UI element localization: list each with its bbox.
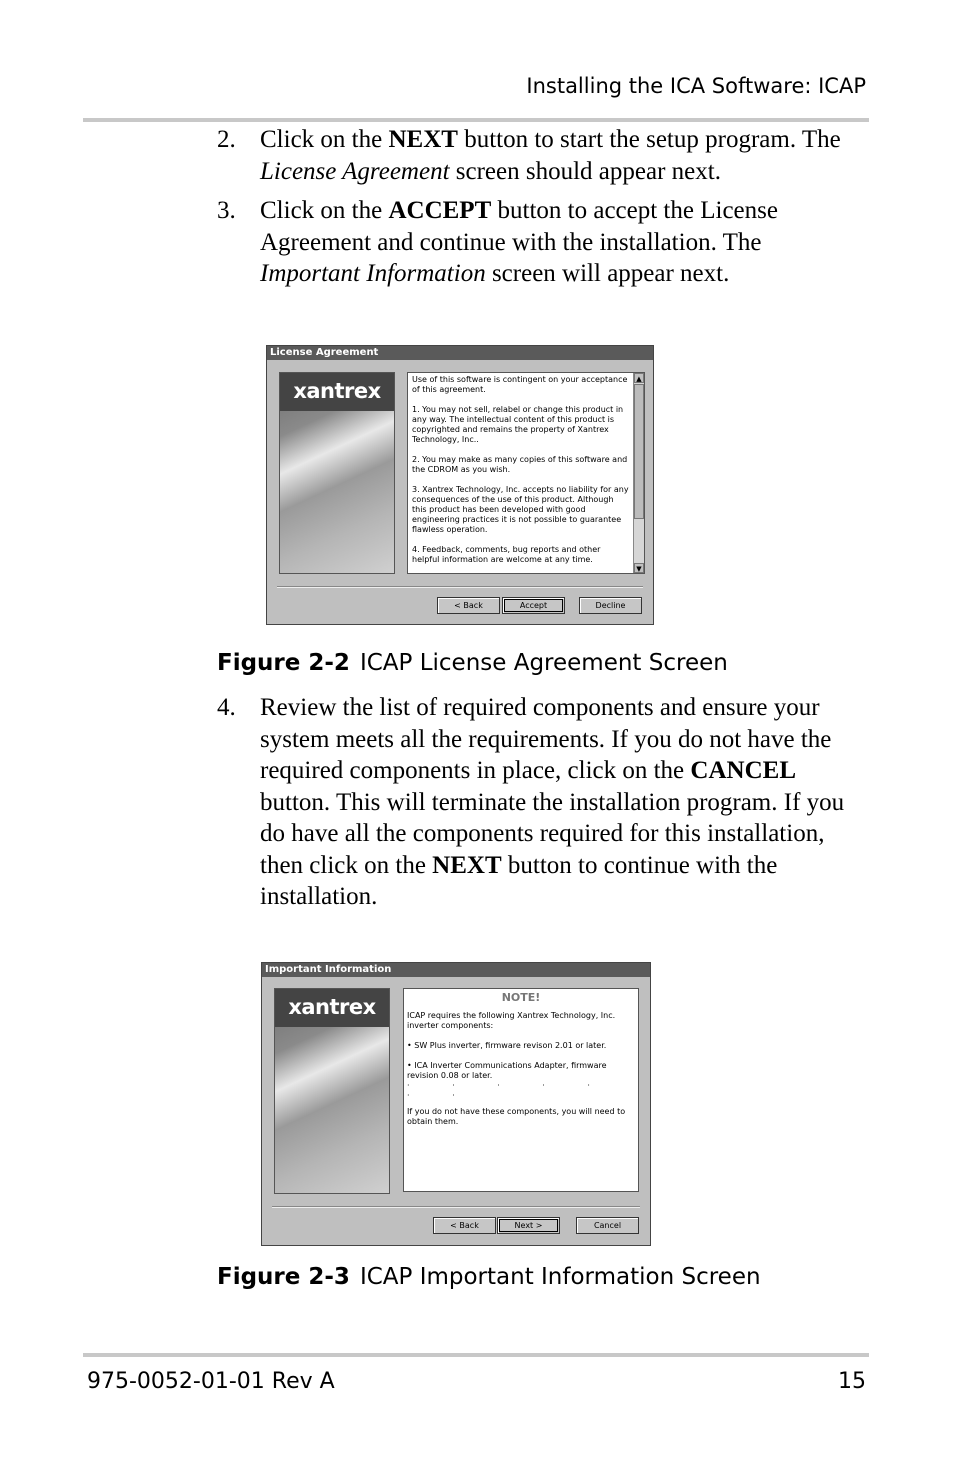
footer-rule <box>83 1353 869 1357</box>
bold-term: NEXT <box>388 126 458 153</box>
step-text <box>260 692 867 913</box>
license-paragraph: Use of this software is contingent on your acceptance of this agreement. <box>412 375 628 394</box>
dialog-title: License Agreement <box>267 346 653 360</box>
italic-term: Important Information <box>260 260 486 287</box>
doc-number: 975-0052-01-01 Rev A <box>87 1369 335 1394</box>
dialog-title: Important Information <box>262 963 650 977</box>
scroll-down-icon[interactable]: ▼ <box>634 563 644 573</box>
back-button[interactable]: < Back <box>433 1217 496 1234</box>
step-number: 2. <box>217 126 236 153</box>
license-text <box>408 373 644 565</box>
back-button[interactable]: < Back <box>437 597 500 614</box>
text-run: Click on the <box>260 126 389 153</box>
license-text-box[interactable] <box>407 372 645 574</box>
license-paragraph: 4. Feedback, comments, bug reports and other helpful information are welcome at any time. <box>412 545 601 564</box>
running-head: Installing the ICA Software: ICAP <box>526 74 866 98</box>
caption-label: Figure 2-2 <box>217 650 350 676</box>
accept-button[interactable]: Accept <box>502 597 565 614</box>
bold-term: ACCEPT <box>388 197 492 224</box>
info-line: If you do not have these components, you will need to obtain them. <box>407 1107 626 1126</box>
license-paragraph: 2. You may make as many copies of this software and the CDROM as you wish. <box>412 455 628 474</box>
text-run: screen should appear next. <box>449 157 721 185</box>
scrollbar[interactable] <box>633 373 644 573</box>
caption-label: Figure 2-3 <box>217 1264 350 1290</box>
info-line: ICAP requires the following Xantrex Technology, Inc. inverter components: <box>407 1011 616 1030</box>
caption-text: ICAP Important Information Screen <box>359 1264 761 1290</box>
header-rule <box>83 118 869 122</box>
step-text <box>260 124 867 187</box>
text-run: button to start the setup program. The <box>457 126 841 153</box>
dotted-separator: · · · · · · · <box>407 1081 610 1100</box>
step-text <box>260 195 867 290</box>
bold-term: NEXT <box>432 851 502 879</box>
step-3 <box>217 195 867 290</box>
note-title: NOTE! <box>501 991 541 1004</box>
text-run: Click on the <box>260 197 389 224</box>
xantrex-logo: xantrex <box>280 373 394 411</box>
page-number: 15 <box>838 1369 866 1394</box>
side-image <box>274 988 390 1194</box>
step-number: 3. <box>217 197 236 224</box>
figure-caption-2-3 <box>217 1264 761 1290</box>
figure-caption-2-2 <box>217 650 728 676</box>
scroll-thumb[interactable] <box>634 384 644 519</box>
text-run: button to continue with the installation. <box>260 851 778 910</box>
caption-text: ICAP License Agreement Screen <box>359 650 728 676</box>
text-run: button to accept the License Agreement and continue with the installation. The <box>260 197 778 256</box>
text-run: button. This will terminate the installation program. If you do have all the components required for this installation, then click on the <box>260 788 845 879</box>
dialog-separator <box>277 586 643 588</box>
step-number: 4. <box>217 694 236 721</box>
xantrex-logo: xantrex <box>275 989 389 1027</box>
important-information-dialog <box>261 962 651 1246</box>
italic-term: License Agreement <box>260 157 450 185</box>
decline-button[interactable]: Decline <box>579 597 642 614</box>
license-agreement-dialog <box>266 345 654 625</box>
step-2 <box>217 124 867 187</box>
information-text-box <box>403 988 639 1192</box>
bold-term: CANCEL <box>690 757 796 784</box>
cancel-button[interactable]: Cancel <box>576 1217 639 1234</box>
info-line: • SW Plus inverter, firmware revison 2.01 or later. <box>407 1041 607 1050</box>
license-paragraph: 3. Xantrex Technology, Inc. accepts no liability for any consequences of the use of this product. Although this product has been developed with good engineering practices it is not possible to guarantee flawless operation. <box>412 485 629 534</box>
scroll-up-icon[interactable]: ▲ <box>634 373 644 383</box>
license-paragraph: 1. You may not sell, relabel or change this product in any way. The intellectual content of this product is copyrighted and remains the property of Xantrex Technology, Inc.. <box>412 405 624 444</box>
side-image <box>279 372 395 574</box>
info-line: • ICA Inverter Communications Adapter, firmware revision 0.08 or later. <box>407 1061 607 1080</box>
dialog-separator <box>272 1206 640 1208</box>
step-4 <box>217 692 867 913</box>
text-run: screen will appear next. <box>485 260 730 287</box>
text-run: Review the list of required components and ensure your system meets all the requirements. If you do not have the required components in place, click on the <box>260 694 832 784</box>
next-button[interactable]: Next > <box>497 1217 560 1234</box>
